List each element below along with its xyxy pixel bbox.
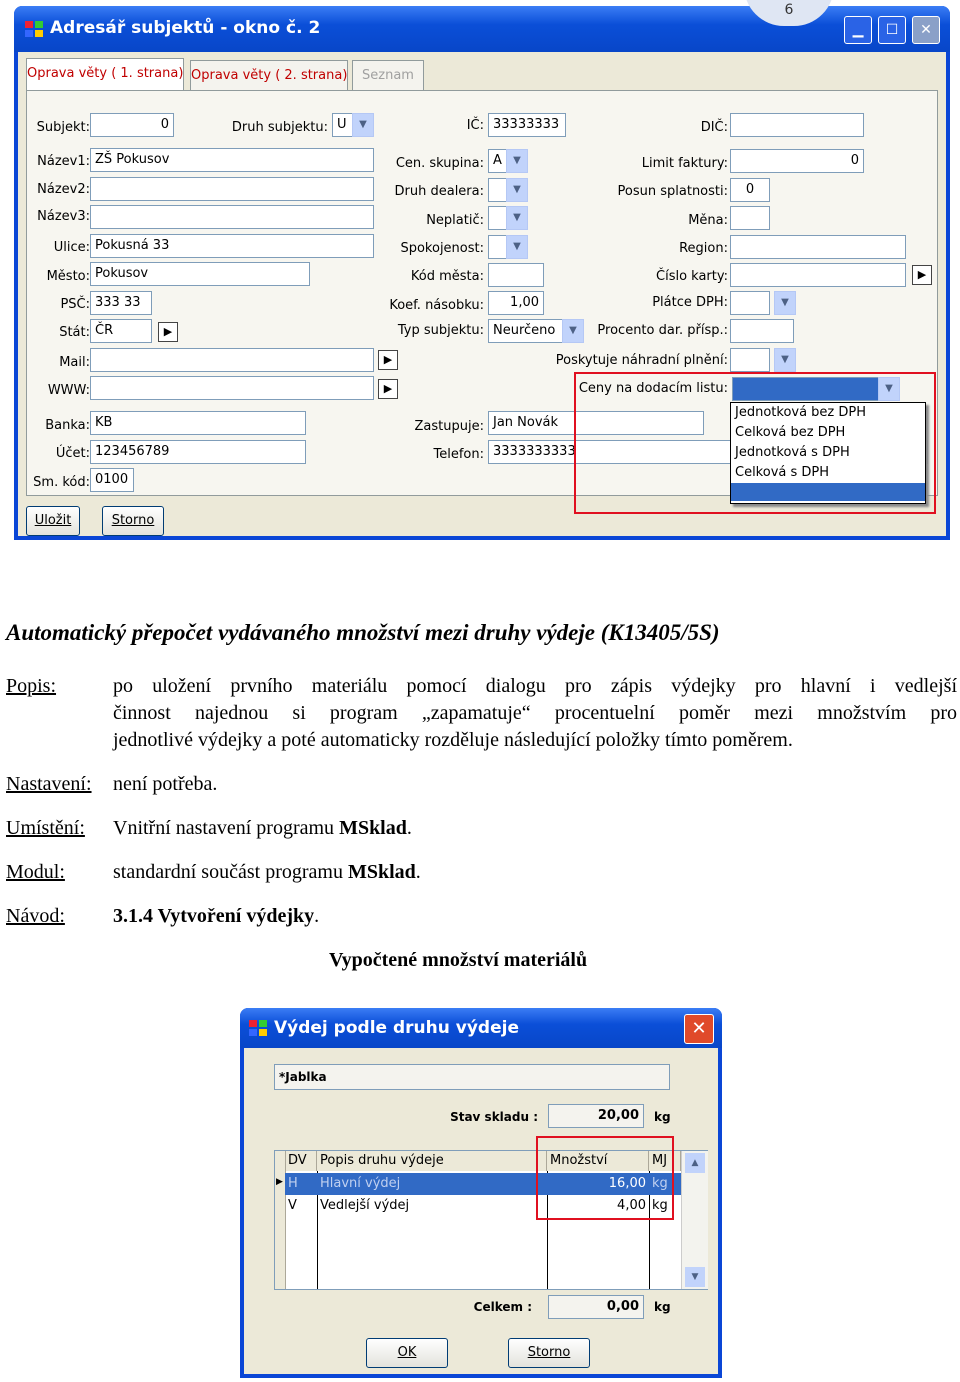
smkod-field[interactable]: 0100: [90, 468, 134, 492]
window-title: Výdej podle druhu výdeje: [274, 1018, 519, 1038]
typ-label: Typ subjektu:: [397, 323, 484, 338]
cislo-arrow-button[interactable]: ▶: [912, 265, 932, 285]
telefon-label: Telefon:: [433, 447, 484, 462]
ceny-option[interactable]: Celková bez DPH: [735, 425, 846, 440]
poskytuje-field[interactable]: [730, 348, 770, 372]
grid-header-popis: Popis druhu výdeje: [317, 1151, 547, 1171]
procento-label: Procento dar. přísp.:: [597, 323, 728, 338]
row-popis: Vedlejší výdej: [320, 1198, 410, 1213]
cen-field[interactable]: A: [488, 149, 508, 173]
www-label: WWW:: [47, 383, 90, 398]
procento-field[interactable]: [730, 319, 794, 343]
koef-label: Koef. násobku:: [389, 298, 484, 313]
ceny-option[interactable]: Celková s DPH: [735, 465, 830, 480]
nazev2-label: Název2:: [37, 182, 90, 197]
region-label: Region:: [679, 241, 728, 256]
row-indicator-column: [275, 1151, 286, 1289]
ucet-field[interactable]: 123456789: [90, 440, 306, 464]
minimize-button[interactable]: ▁: [844, 16, 872, 44]
banka-field[interactable]: KB: [90, 411, 306, 435]
mail-arrow-button[interactable]: ▶: [378, 350, 398, 370]
platic-field[interactable]: [488, 206, 508, 230]
ucet-label: Účet:: [55, 446, 90, 461]
maximize-button[interactable]: ☐: [878, 16, 906, 44]
row-dv: V: [288, 1198, 297, 1213]
app-icon: [248, 1018, 268, 1038]
grid-header-dv: DV: [285, 1151, 317, 1171]
druh-field[interactable]: U: [332, 113, 354, 137]
row-mnozstvi: 4,00: [617, 1198, 646, 1213]
close-button[interactable]: ✕: [912, 16, 940, 44]
posun-label: Posun splatnosti:: [617, 184, 728, 199]
dic-field[interactable]: [730, 113, 864, 137]
popis-line: jednotlivé výdejky a poté automaticky rozděluje následující položky tímto poměrem.: [113, 729, 793, 751]
umisteni-label: Umístění:: [6, 817, 85, 839]
cislo-label: Číslo karty:: [656, 269, 728, 284]
ceny-dropdown[interactable]: ▼: [878, 377, 900, 401]
app-icon: [24, 19, 44, 39]
row-popis: Hlavní výdej: [320, 1176, 401, 1191]
limit-field[interactable]: 0: [730, 149, 864, 173]
cancel-button[interactable]: Storno: [102, 506, 164, 536]
ulice-field[interactable]: Pokusná 33: [90, 234, 374, 258]
www-field[interactable]: [90, 376, 374, 400]
popis-line: po uložení prvního materiálu pomocí dialogu pro zápis výdejky pro hlavní i vedlejší: [113, 675, 957, 697]
platic-label: Neplatič:: [426, 213, 484, 228]
dealer-label: Druh dealera:: [394, 184, 484, 199]
platic-dropdown[interactable]: ▼: [506, 206, 528, 230]
row-mnozstvi: 16,00: [608, 1176, 646, 1191]
cislo-field[interactable]: [730, 263, 906, 287]
stav-field: 20,00: [548, 1104, 644, 1128]
mail-field[interactable]: [90, 348, 374, 372]
posun-field[interactable]: 0: [730, 178, 770, 202]
grid-header-mj: MJ: [649, 1151, 681, 1171]
dealer-dropdown[interactable]: ▼: [506, 178, 528, 202]
dic-label: DIČ:: [700, 120, 728, 135]
ic-label: IČ:: [466, 118, 484, 133]
window-title: Adresář subjektů - okno č. 2: [50, 18, 321, 38]
smkod-label: Sm. kód:: [33, 475, 90, 490]
row-dv: H: [288, 1176, 298, 1191]
psc-field[interactable]: 333 33: [90, 291, 152, 315]
typ-field[interactable]: Neurčeno: [488, 319, 564, 343]
druh-label: Druh subjektu:: [231, 120, 328, 135]
modul-value: standardní součást programu MSklad.: [113, 861, 421, 883]
subjekt-label: Subjekt:: [36, 120, 90, 135]
koef-field[interactable]: 1,00: [488, 291, 544, 315]
clock-decoration: 6: [744, 0, 834, 26]
www-arrow-button[interactable]: ▶: [378, 379, 398, 399]
grid-scrollbar[interactable]: [681, 1151, 708, 1289]
druh-dropdown[interactable]: ▼: [352, 113, 374, 137]
ceny-option[interactable]: Jednotková bez DPH: [735, 405, 867, 420]
nazev3-label: Název3:: [37, 209, 90, 224]
ceny-dropdown-list: [730, 402, 926, 504]
cancel-button[interactable]: Storno: [508, 1338, 590, 1368]
zastupuje-field[interactable]: Jan Novák: [488, 411, 704, 435]
nazev2-field[interactable]: [90, 177, 374, 201]
mail-label: Mail:: [59, 355, 90, 370]
kodmesta-field[interactable]: [488, 263, 544, 287]
row-mj: kg: [652, 1198, 668, 1213]
stat-arrow-button[interactable]: ▶: [158, 322, 178, 342]
title-bar: [14, 2, 950, 52]
item-field[interactable]: *Jablka: [274, 1064, 670, 1090]
celkem-label: Celkem :: [473, 1300, 532, 1314]
poskytuje-dropdown[interactable]: ▼: [774, 348, 796, 372]
title-bar: [240, 1008, 722, 1048]
grid-header-mnozstvi: Množství: [547, 1151, 649, 1171]
celkem-unit: kg: [654, 1300, 671, 1314]
window-body: [244, 1048, 718, 1374]
popis-label: Popis:: [6, 675, 57, 697]
save-button[interactable]: Uložit: [26, 506, 80, 536]
spokojenost-label: Spokojenost:: [400, 241, 484, 256]
issue-window: [240, 1008, 722, 1378]
celkem-field: 0,00: [548, 1295, 644, 1319]
nastaveni-value: není potřeba.: [113, 773, 218, 795]
quantity-highlight-box: [536, 1136, 674, 1220]
typ-dropdown[interactable]: ▼: [562, 319, 584, 343]
mesto-label: Město:: [46, 269, 90, 284]
mena-field[interactable]: [730, 206, 770, 230]
navod-label: Návod:: [6, 905, 65, 927]
nastaveni-label: Nastavení:: [6, 773, 92, 795]
telefon-field[interactable]: 3333333333: [488, 440, 928, 464]
mesto-field[interactable]: Pokusov: [90, 262, 310, 286]
platce-field[interactable]: [730, 291, 770, 315]
section-heading: Automatický přepočet vydávaného množství mezi druhy výdeje (K13405/5S): [6, 620, 720, 645]
nazev1-field[interactable]: ZŠ Pokusov: [90, 148, 374, 172]
modul-label: Modul:: [6, 861, 65, 883]
poskytuje-label: Poskytuje náhradní plnění:: [555, 353, 728, 368]
banka-label: Banka:: [45, 418, 90, 433]
spokojenost-dropdown[interactable]: ▼: [506, 235, 528, 259]
ok-button[interactable]: OK: [366, 1338, 448, 1368]
umisteni-value: Vnitřní nastavení programu MSklad.: [113, 817, 412, 839]
region-field[interactable]: [730, 235, 906, 259]
kodmesta-label: Kód města:: [410, 269, 484, 284]
popis-line: činnost najednou si program „zapamatuje“ procentuelní poměr mezi množstvím pro: [113, 702, 957, 724]
tab-page-1[interactable]: Oprava věty ( 1. strana): [26, 58, 184, 91]
navod-value: 3.1.4 Vytvoření výdejky.: [113, 905, 320, 927]
figure-caption: Vypočtené množství materiálů: [329, 949, 588, 971]
tab-list[interactable]: Seznam: [352, 60, 424, 91]
address-window: [14, 2, 950, 540]
stat-label: Stát:: [59, 325, 90, 340]
ulice-label: Ulice:: [53, 240, 90, 255]
nazev1-label: Název1:: [37, 154, 90, 169]
psc-label: PSČ:: [60, 297, 90, 312]
platce-dropdown[interactable]: ▼: [774, 291, 796, 315]
window-body: [18, 52, 946, 536]
stav-label: Stav skladu :: [450, 1110, 538, 1124]
subjekt-field[interactable]: 0: [90, 113, 174, 137]
stat-field[interactable]: ČR: [90, 319, 152, 343]
zastupuje-label: Zastupuje:: [414, 419, 484, 434]
cen-dropdown[interactable]: ▼: [506, 149, 528, 173]
row-mj: kg: [652, 1176, 668, 1191]
ceny-option[interactable]: Jednotková s DPH: [735, 445, 850, 460]
stav-unit: kg: [654, 1110, 671, 1124]
ceny-field[interactable]: [732, 377, 880, 401]
platce-label: Plátce DPH:: [652, 295, 728, 310]
scroll-up-icon[interactable]: ▲: [685, 1153, 705, 1173]
cen-label: Cen. skupina:: [395, 156, 484, 171]
dealer-field[interactable]: [488, 178, 508, 202]
ic-field[interactable]: 33333333: [488, 113, 566, 137]
tab-page-2[interactable]: Oprava věty ( 2. strana): [190, 60, 348, 91]
scroll-down-icon[interactable]: ▼: [685, 1267, 705, 1287]
ceny-option-selected[interactable]: [731, 483, 925, 501]
ceny-label: Ceny na dodacím listu:: [578, 381, 728, 396]
limit-label: Limit faktury:: [641, 156, 728, 171]
mena-label: Měna:: [688, 213, 728, 228]
close-button[interactable]: ✕: [684, 1014, 714, 1044]
spokojenost-field[interactable]: [488, 235, 508, 259]
row-pointer-icon: ▶: [276, 1177, 283, 1187]
nazev3-field[interactable]: [90, 205, 374, 229]
